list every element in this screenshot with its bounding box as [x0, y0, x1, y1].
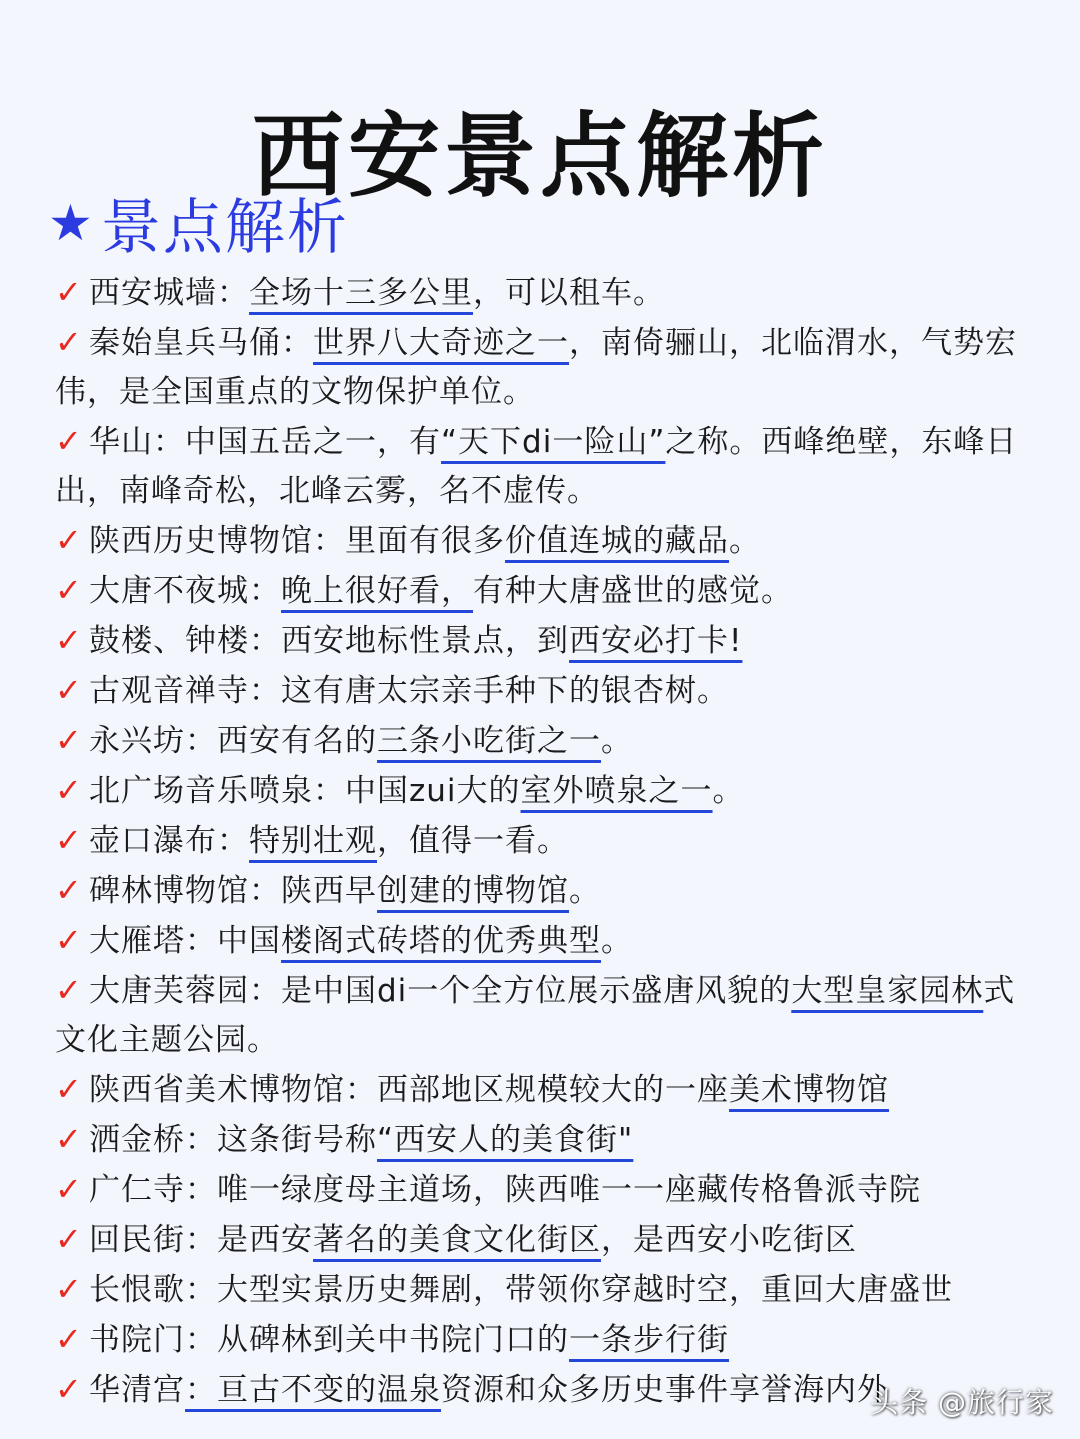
item-desc: 西部地区规模较大的一座: [377, 1072, 729, 1108]
section-heading-text: 景点解析: [100, 193, 349, 263]
item-desc-highlight: 著名的美食文化街区: [313, 1222, 601, 1258]
item-desc-highlight: 创建的博物馆: [377, 873, 569, 909]
list-item: [55, 516, 1040, 566]
check-icon: ✓: [55, 1270, 83, 1308]
list-item: [55, 666, 1040, 716]
item-label: 壶口瀑布：: [89, 823, 249, 859]
item-desc: 。: [712, 773, 745, 809]
list-item: [55, 1315, 1040, 1365]
check-icon: ✓: [55, 521, 83, 559]
list-item: [55, 866, 1040, 916]
check-icon: ✓: [55, 621, 83, 659]
check-icon: ✓: [55, 422, 83, 460]
check-icon: ✓: [55, 771, 83, 809]
item-desc: 中国zui大的: [345, 773, 521, 809]
list-item: [55, 1165, 1040, 1215]
list-item: [55, 1115, 1040, 1165]
item-label: 大雁塔：: [89, 923, 217, 959]
item-label: 永兴坊：: [89, 723, 217, 759]
item-desc: 陕西早: [281, 873, 377, 909]
item-desc-highlight: 大型皇家园林: [791, 973, 984, 1009]
item-desc-highlight: 美术博物馆: [729, 1072, 889, 1108]
item-label: 大唐芙蓉园：: [89, 973, 281, 1009]
list-item: [55, 318, 1040, 417]
item-label: 古观音禅寺：: [89, 673, 281, 709]
check-icon: ✓: [55, 971, 83, 1009]
item-desc: 。: [569, 873, 601, 909]
check-icon: ✓: [55, 1370, 83, 1408]
item-desc: 资源和众多历史事件享誉海内外: [441, 1372, 889, 1408]
item-desc-highlight: 三条小吃街之一: [377, 723, 601, 759]
item-desc: 这条街号称: [217, 1122, 377, 1158]
check-icon: ✓: [55, 821, 83, 859]
item-label: 广仁寺：: [89, 1172, 217, 1208]
item-desc: 。: [601, 723, 633, 759]
item-desc: 是中国di一个全方位展示盛唐风貌的: [281, 973, 792, 1009]
item-label: 洒金桥：: [89, 1122, 217, 1158]
item-label: 碑林博物馆：: [89, 873, 281, 909]
page-title: 西安景点解析: [251, 102, 828, 210]
check-icon: ✓: [55, 1220, 83, 1258]
list-item: [55, 916, 1040, 966]
check-icon: ✓: [55, 1170, 83, 1208]
item-desc-highlight: 世界八大奇迹之一: [313, 325, 569, 361]
item-desc: 里面有很多: [345, 523, 505, 559]
item-desc-highlight: 西安必打卡!: [569, 623, 743, 659]
item-desc: 之称。西峰绝壁，东峰日出，南峰奇松，北峰云雾，名不虚传。: [55, 424, 1018, 509]
item-desc: ，可以租车。: [473, 275, 665, 311]
item-desc-highlight: 楼阁式砖塔的优秀典型: [281, 923, 601, 959]
check-icon: ✓: [55, 671, 83, 709]
list-item: [55, 716, 1040, 766]
check-icon: ✓: [55, 273, 83, 311]
item-desc: ，值得一看。: [377, 823, 569, 859]
list-item: [55, 766, 1040, 816]
check-icon: ✓: [55, 1070, 83, 1108]
item-desc: 是西安: [217, 1222, 313, 1258]
item-desc-highlight: 一条步行街: [569, 1322, 729, 1358]
item-label: 书院门：: [89, 1322, 217, 1358]
section-heading: [48, 183, 349, 263]
item-desc: ，南倚骊山，北临渭水，气势宏伟，是全国重点的文物保护单位。: [55, 325, 1017, 410]
list-item: [55, 816, 1040, 866]
item-label: 华山：: [89, 424, 185, 460]
check-icon: ✓: [55, 1320, 83, 1358]
list-item: [55, 417, 1040, 516]
list-item: [55, 966, 1040, 1065]
item-desc: 这有唐太宗亲手种下的银杏树。: [281, 673, 729, 709]
check-icon: ✓: [55, 871, 83, 909]
item-desc-highlight: ：亘古不变的温泉: [185, 1372, 441, 1408]
item-label: 大唐不夜城：: [89, 573, 281, 609]
item-desc-highlight: 室外喷泉之一: [520, 773, 713, 809]
item-desc-highlight: “天下di一险山”: [441, 424, 666, 460]
item-label: 陕西历史博物馆：: [89, 523, 345, 559]
item-desc: ，是西安小吃街区: [601, 1222, 857, 1258]
item-label: 回民街：: [89, 1222, 217, 1258]
item-desc: 中国五岳之一，有: [185, 424, 441, 460]
item-desc-highlight: “西安人的美食街": [377, 1122, 634, 1158]
check-icon: ✓: [55, 323, 83, 361]
list-item: [55, 1265, 1040, 1315]
check-icon: ✓: [55, 721, 83, 759]
attraction-list: [55, 268, 1040, 1415]
item-desc: 。: [601, 923, 633, 959]
list-item: [55, 268, 1040, 318]
check-icon: ✓: [55, 1120, 83, 1158]
item-label: 华清宫: [89, 1372, 185, 1408]
item-desc: 西安地标性景点，到: [281, 623, 569, 659]
item-label: 西安城墙：: [89, 275, 249, 311]
check-icon: ✓: [55, 571, 83, 609]
item-desc: 西安有名的: [217, 723, 377, 759]
item-desc-highlight: 特别壮观: [249, 823, 377, 859]
item-label: 北广场音乐喷泉：: [89, 773, 345, 809]
list-item: [55, 566, 1040, 616]
item-desc: 从碑林到关中书院门口的: [217, 1322, 569, 1358]
list-item: [55, 1215, 1040, 1265]
check-icon: ✓: [55, 921, 83, 959]
item-desc: 有种大唐盛世的感觉。: [473, 573, 793, 609]
star-icon: ★: [48, 194, 93, 252]
watermark: 头条 @旅行家: [870, 1386, 1054, 1419]
item-desc-highlight: 价值连城的藏品: [505, 523, 729, 559]
item-desc: 。: [729, 523, 761, 559]
list-item: [55, 1065, 1040, 1115]
item-label: 长恨歌：: [89, 1272, 217, 1308]
item-desc: 唯一绿度母主道场，陕西唯一一座藏传格鲁派寺院: [217, 1172, 921, 1208]
list-item: [55, 616, 1040, 666]
item-label: 陕西省美术博物馆：: [89, 1072, 377, 1108]
item-desc: 中国: [217, 923, 281, 959]
item-label: 鼓楼、钟楼：: [89, 623, 281, 659]
item-desc-highlight: 晚上很好看，: [281, 573, 473, 609]
item-desc: 式文化主题公园。: [55, 973, 1016, 1058]
item-label: 秦始皇兵马俑：: [89, 325, 313, 361]
item-desc-highlight: 全场十三多公里: [249, 275, 473, 311]
item-desc: 大型实景历史舞剧，带领你穿越时空，重回大唐盛世: [217, 1272, 953, 1308]
